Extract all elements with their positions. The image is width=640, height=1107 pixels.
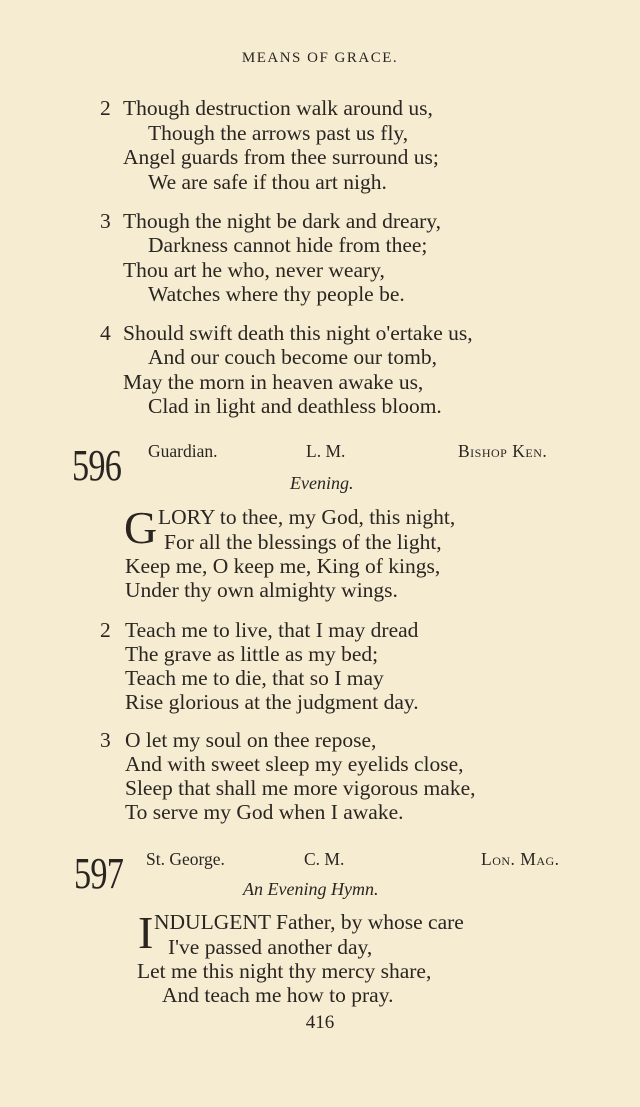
verse-line: NDULGENT Father, by whose care xyxy=(154,910,464,934)
verse-line: The grave as little as my bed; xyxy=(125,642,379,666)
hymn-number: 596 xyxy=(72,441,122,490)
verse-line: Teach me to die, that so I may xyxy=(125,666,384,690)
hymn-subtitle: An Evening Hymn. xyxy=(243,879,379,899)
verse-number: 4 xyxy=(100,321,111,345)
verse-line: Though the arrows past us fly, xyxy=(148,121,409,145)
verse-line: Sleep that shall me more vigorous make, xyxy=(125,776,476,800)
drop-cap: G xyxy=(124,502,158,553)
verse-line: And with sweet sleep my eyelids close, xyxy=(125,752,464,776)
verse-line: We are safe if thou art nigh. xyxy=(148,170,387,194)
verse-line: Let me this night thy mercy share, xyxy=(137,959,432,983)
hymn-subtitle: Evening. xyxy=(290,473,354,493)
verse-line: Under thy own almighty wings. xyxy=(125,578,398,602)
verse-line: And teach me how to pray. xyxy=(162,983,394,1007)
verse-line: Thou art he who, never weary, xyxy=(123,258,385,282)
hymn-number: 597 xyxy=(74,849,124,898)
verse-line: Watches where thy people be. xyxy=(148,282,405,306)
drop-cap: I xyxy=(138,907,154,958)
verse-line: Rise glorious at the judgment day. xyxy=(125,690,419,714)
verse-number: 2 xyxy=(100,618,111,642)
verse-line: Though the night be dark and dreary, xyxy=(123,209,442,233)
verse-line: For all the blessings of the light, xyxy=(164,530,442,554)
verse-line: Angel guards from thee surround us; xyxy=(123,145,439,169)
verse-line: I've passed another day, xyxy=(168,935,373,959)
author: Lon. Mag. xyxy=(481,849,560,869)
verse-line: To serve my God when I awake. xyxy=(125,800,404,824)
page-number: 416 xyxy=(305,1012,335,1033)
verse-line: O let my soul on thee repose, xyxy=(125,728,377,752)
verse-line: Though destruction walk around us, xyxy=(123,96,433,120)
verse-number: 2 xyxy=(100,96,111,120)
meter: C. M. xyxy=(304,849,345,869)
meter: L. M. xyxy=(306,441,346,461)
verse-line: LORY to thee, my God, this night, xyxy=(158,505,456,529)
verse-line: May the morn in heaven awake us, xyxy=(123,370,424,394)
verse-number: 3 xyxy=(100,209,111,233)
verse-line: Clad in light and deathless bloom. xyxy=(148,394,442,418)
tune-name: St. George. xyxy=(146,849,225,869)
running-header: MEANS OF GRACE. xyxy=(241,50,399,66)
tune-name: Guardian. xyxy=(148,441,218,461)
verse-line: Darkness cannot hide from thee; xyxy=(148,233,428,257)
verse-line: And our couch become our tomb, xyxy=(148,345,437,369)
verse-number: 3 xyxy=(100,728,111,752)
verse-line: Teach me to live, that I may dread xyxy=(125,618,419,642)
verse-line: Keep me, O keep me, King of kings, xyxy=(125,554,441,578)
author: Bishop Ken. xyxy=(458,441,548,461)
verse-line: Should swift death this night o'ertake us, xyxy=(123,321,473,345)
